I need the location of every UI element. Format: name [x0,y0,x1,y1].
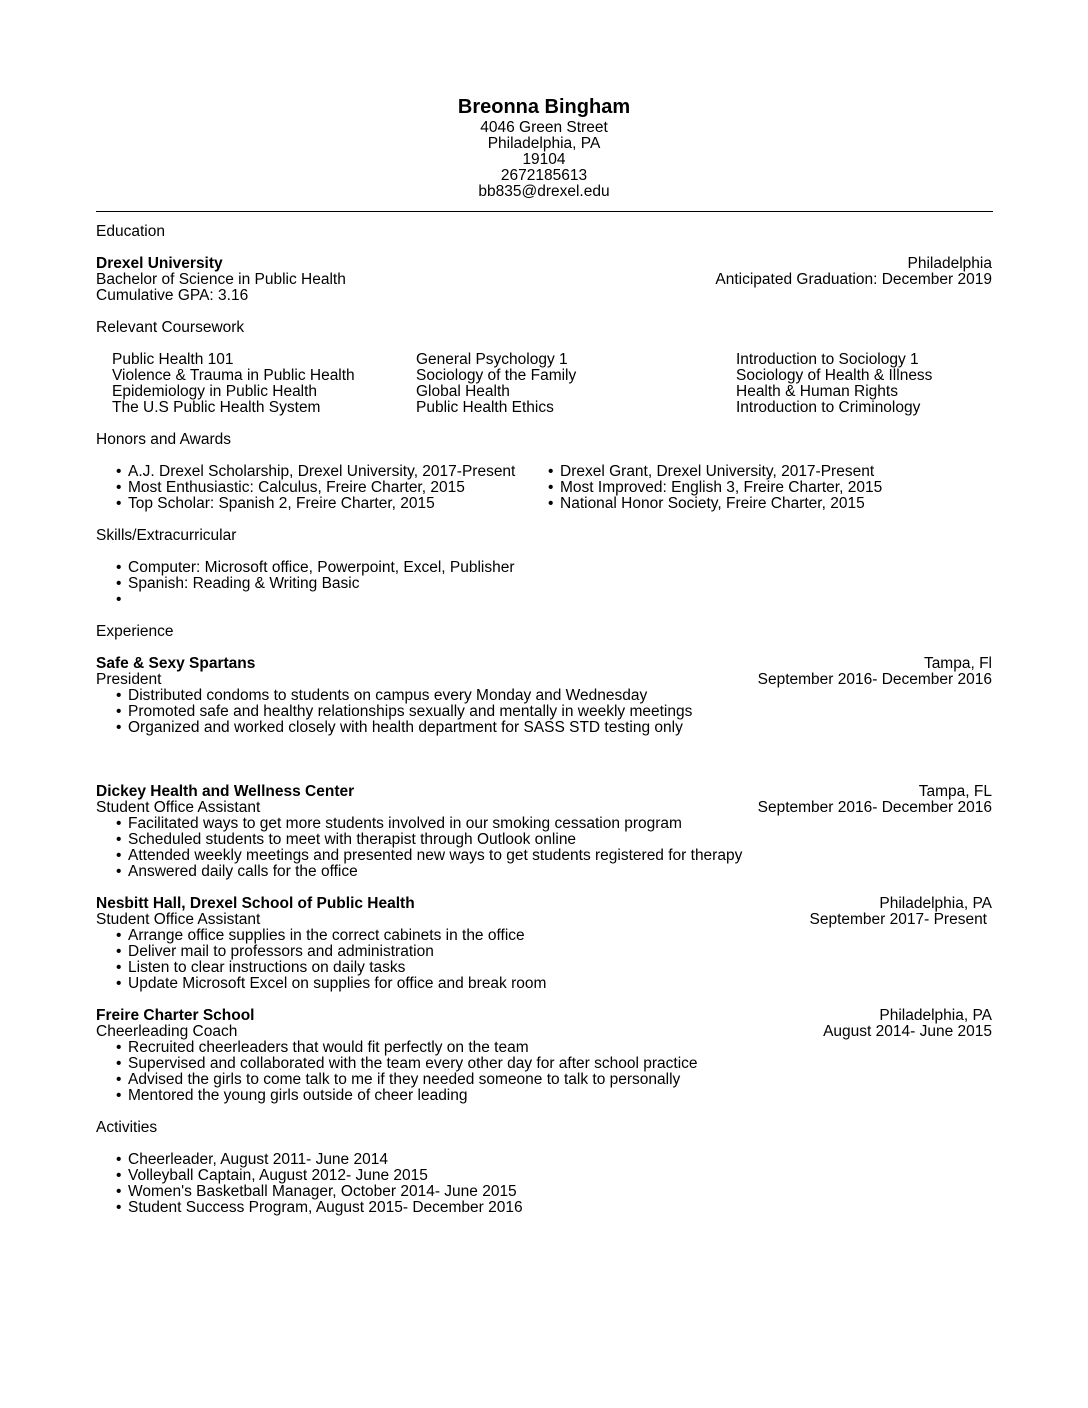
list-item: • Most Enthusiastic: Calculus, Freire Charter, 2015 [114,480,515,496]
list-item: • Arrange office supplies in the correct cabinets in the office [114,928,546,944]
list-item: • Student Success Program, August 2015- December 2016 [114,1200,523,1216]
course-item: General Psychology 1 [416,351,568,368]
course-item: Violence & Trauma in Public Health [112,367,355,384]
education-school: Drexel University [96,255,223,272]
honors-list-right [546,464,882,512]
job-role: President [96,671,162,688]
list-item: • Computer: Microsoft office, Powerpoint, Excel, Publisher [114,560,515,576]
address-city: Philadelphia, PA [487,135,601,152]
list-item: • Distributed condoms to students on campus every Monday and Wednesday [114,688,692,704]
honors-list-left [114,464,515,512]
list-item: • Cheerleader, August 2011- June 2014 [114,1152,523,1168]
course-item: Health & Human Rights [736,383,898,400]
course-item: Epidemiology in Public Health [112,383,318,400]
address-zip: 19104 [522,151,566,168]
header-divider [96,211,993,212]
education-graduation: Anticipated Graduation: December 2019 [715,271,992,288]
education-degree: Bachelor of Science in Public Health [96,271,346,288]
education-gpa: Cumulative GPA: 3.16 [96,287,249,304]
job-role: Student Office Assistant [96,911,261,928]
list-item: • Most Improved: English 3, Freire Charter, 2015 [546,480,882,496]
list-item: • Answered daily calls for the office [114,864,742,880]
course-item: Sociology of the Family [416,367,577,384]
job-bullets [114,816,742,880]
section-heading-honors: Honors and Awards [96,431,231,448]
course-item: The U.S Public Health System [112,399,321,416]
job-dates: September 2016- December 2016 [757,671,992,688]
job-bullets [114,1040,698,1104]
education-location: Philadelphia [907,255,992,272]
list-item: • Mentored the young girls outside of cheer leading [114,1088,698,1104]
job-location: Tampa, FL [918,783,992,800]
list-item: • Listen to clear instructions on daily tasks [114,960,546,976]
job-bullets [114,928,546,992]
phone-number: 2672185613 [500,167,588,184]
activities-list [114,1152,523,1216]
candidate-name: Breonna Bingham [457,96,631,118]
section-heading-experience: Experience [96,623,174,640]
job-organization: Nesbitt Hall, Drexel School of Public Health [96,895,415,912]
section-heading-education: Education [96,223,165,240]
course-item: Sociology of Health & Illness [736,367,933,384]
email-address: bb835@drexel.edu [478,183,610,200]
section-heading-coursework: Relevant Coursework [96,319,245,336]
job-organization: Freire Charter School [96,1007,255,1024]
list-item [114,592,515,608]
course-item: Global Health [416,383,510,400]
list-item: • Advised the girls to come talk to me if they needed someone to talk to personally [114,1072,698,1088]
course-item: Public Health 101 [112,351,234,368]
list-item: • Women's Basketball Manager, October 2014- June 2015 [114,1184,523,1200]
job-location: Philadelphia, PA [879,1007,992,1024]
list-item: • Update Microsoft Excel on supplies for office and break room [114,976,546,992]
list-item: • Promoted safe and healthy relationships sexually and mentally in weekly meetings [114,704,692,720]
list-item: • Top Scholar: Spanish 2, Freire Charter, 2015 [114,496,515,512]
section-heading-activities: Activities [96,1119,158,1136]
list-item: • National Honor Society, Freire Charter, 2015 [546,496,882,512]
course-item: Introduction to Criminology [736,399,921,416]
list-item: • Supervised and collaborated with the team every other day for after school practice [114,1056,698,1072]
list-item: • Scheduled students to meet with therapist through Outlook online [114,832,742,848]
list-item: • Organized and worked closely with health department for SASS STD testing only [114,720,692,736]
job-dates: September 2017- Present [809,911,987,928]
job-organization: Safe & Sexy Spartans [96,655,256,672]
course-item: Introduction to Sociology 1 [736,351,919,368]
course-item: Public Health Ethics [416,399,554,416]
job-role: Student Office Assistant [96,799,261,816]
section-heading-skills: Skills/Extracurricular [96,527,237,544]
list-item: • Attended weekly meetings and presented new ways to get students registered for therapy [114,848,742,864]
job-location: Tampa, Fl [923,655,992,672]
job-organization: Dickey Health and Wellness Center [96,783,355,800]
list-item: • A.J. Drexel Scholarship, Drexel University, 2017-Present [114,464,515,480]
job-dates: September 2016- December 2016 [757,799,992,816]
list-item: • Volleyball Captain, August 2012- June 2015 [114,1168,523,1184]
job-dates: August 2014- June 2015 [823,1023,992,1040]
list-item: • Facilitated ways to get more students involved in our smoking cessation program [114,816,742,832]
list-item: • Drexel Grant, Drexel University, 2017-Present [546,464,882,480]
job-location: Philadelphia, PA [879,895,992,912]
job-role: Cheerleading Coach [96,1023,238,1040]
list-item: • Spanish: Reading & Writing Basic [114,576,515,592]
skills-list [114,560,515,608]
address-street: 4046 Green Street [480,119,608,136]
job-bullets [114,688,692,736]
list-item: • Deliver mail to professors and administration [114,944,546,960]
list-item: • Recruited cheerleaders that would fit perfectly on the team [114,1040,698,1056]
